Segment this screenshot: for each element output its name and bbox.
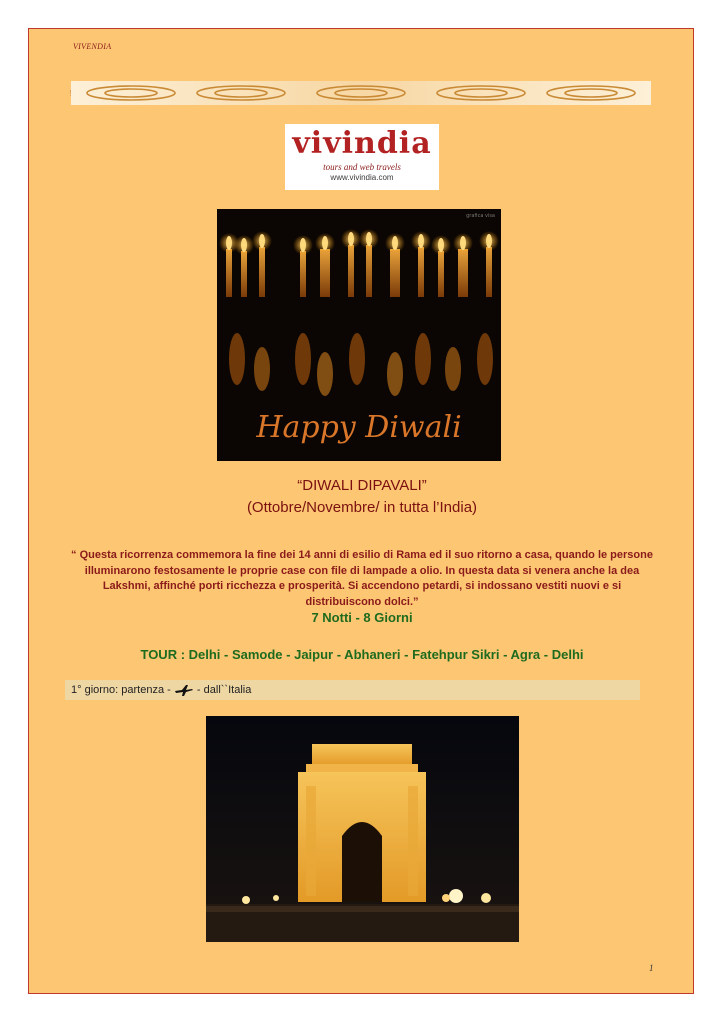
india-gate-night-image bbox=[206, 716, 519, 942]
logo-wordmark: vivindia bbox=[292, 126, 432, 161]
document-page bbox=[28, 28, 694, 994]
title-line-1: “DIWALI DIPAVALI” bbox=[297, 477, 427, 494]
page-number: 1 bbox=[649, 963, 654, 973]
india-gate bbox=[298, 744, 426, 902]
duration-label: 7 Notti - 8 Giorni bbox=[311, 610, 413, 625]
diwali-corner-text: grafica visa bbox=[466, 213, 495, 219]
happy-diwali-candles-image bbox=[217, 209, 501, 461]
tour-itinerary: TOUR : Delhi - Samode - Jaipur - Abhaneri - Fatehpur Sikri - Agra - Delhi bbox=[140, 647, 584, 662]
description-quote: “ Questa ricorrenza commemora la fine dei 14 anni di esilio di Rama ed il suo ritorno a casa, quando le persone illuminarono festosamente le proprie case con file di lampade a olio. In questa data si venera anche la dea Lakshmi, affinché porti ricchezza e prosperità. Si accendono petardi, si indossano vestiti nuovi e si distribuiscono dolci.” bbox=[71, 549, 653, 608]
decorative-swirl-banner bbox=[71, 81, 651, 105]
day-1-suffix: - dall``Italia bbox=[193, 684, 252, 696]
day-1-prefix: 1° giorno: partenza - bbox=[71, 684, 174, 696]
day-1-bar bbox=[65, 680, 640, 700]
airplane-icon bbox=[174, 683, 194, 697]
header-label: VIVENDIA bbox=[73, 42, 112, 51]
title-line-2: (Ottobre/Novembre/ in tutta l’India) bbox=[246, 499, 478, 516]
vivindia-logo bbox=[285, 124, 439, 190]
logo-tagline: tours and web travels bbox=[323, 162, 401, 172]
logo-url: www.vivindia.com bbox=[330, 173, 394, 182]
diwali-caption: Happy Diwali bbox=[256, 410, 462, 445]
